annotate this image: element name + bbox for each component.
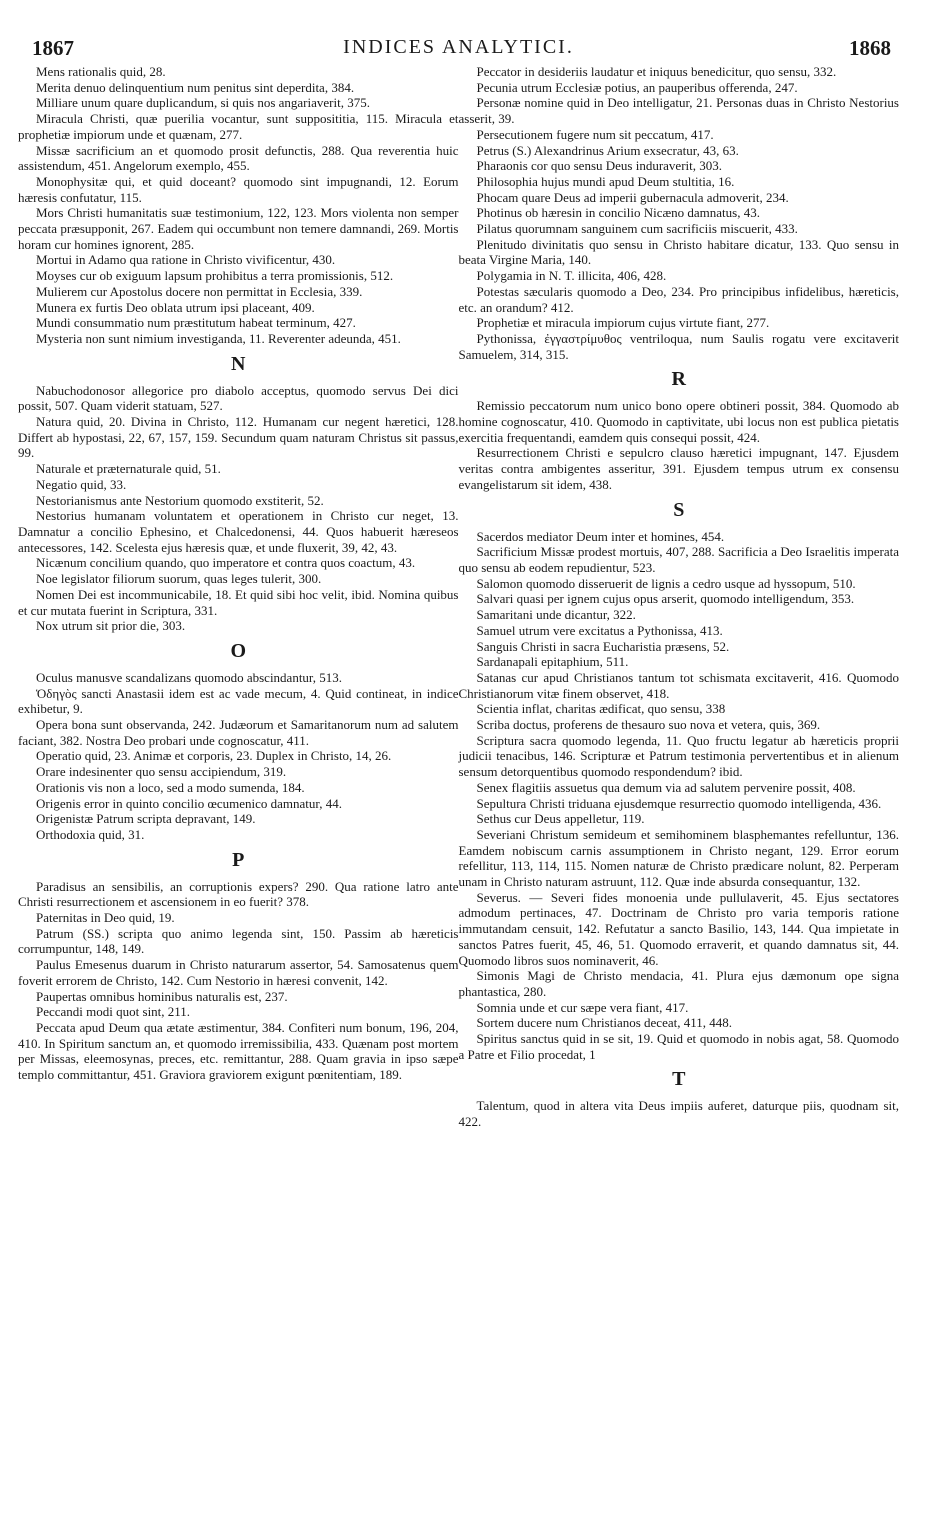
index-entry: Sacrificium Missæ prodest mortuis, 407, 288. Sacrificia a Deo Israelitis imperata quo sensu ab eodem repudientur, 523.	[458, 544, 899, 575]
section-t-entries	[459, 1098, 900, 1129]
right-column	[459, 64, 900, 1130]
index-entry: Munera ex furtis Deo oblata utrum ipsi placeant, 409.	[36, 299, 315, 315]
index-entry: Satanas cur apud Christianos tantum tot schismata excitaverit, 416. Quomodo Christianorum vitæ finem observet, 418.	[458, 669, 899, 701]
index-entry: Personæ nomine quid in Deo intelligatur, 21. Personas duas in Christo Nestorius asserit, 39.	[458, 95, 899, 127]
index-entry: Merita denuo delinquentium num penitus sint deperdita, 384.	[36, 79, 355, 95]
index-entry: Salomon quomodo disseruerit de lignis a cedro usque ad hyssopum, 510.	[476, 575, 856, 591]
index-entry: Negatio quid, 33.	[36, 476, 127, 492]
index-entry: Opera bona sunt observanda, 242. Judæorum et Samaritanorum num ad salutem faciant, 382. Nostra Deo probari unde cognoscatur, 411.	[18, 717, 459, 748]
index-entry: Scriba doctus, proferens de thesauro suo nova et vetera, quis, 369.	[476, 717, 821, 733]
index-entry: Pecunia utrum Ecclesiæ potius, an pauperibus offerenda, 247.	[476, 79, 798, 95]
index-entry: Mortui in Adamo qua ratione in Christo vivificentur, 430.	[36, 252, 336, 268]
index-entry: Nabuchodonosor allegorice pro diabolo acceptus, quomodo servus Dei dici possit, 507. Quam viderit statuam, 527.	[18, 382, 459, 414]
index-entry: Oculus manusve scandalizans quomodo abscindantur, 513.	[36, 669, 342, 685]
section-letter-t: T	[672, 1068, 686, 1091]
section-letter-o: O	[230, 639, 247, 662]
section-m-entries	[18, 64, 459, 347]
index-entry: Operatio quid, 23. Animæ et corporis, 23. Duplex in Christo, 14, 26.	[36, 748, 392, 764]
index-entry: Orare indesinenter quo sensu accipiendum, 319.	[36, 764, 287, 780]
index-entry: Nestorianismus ante Nestorium quomodo exstiterit, 52.	[36, 492, 324, 508]
index-entry: Mens rationalis quid, 28.	[36, 64, 166, 79]
section-r-entries	[459, 398, 900, 492]
index-entry: Spiritus sanctus quid in se sit, 19. Quid et quomodo in nobis agat, 58. Quomodo a Patre et Filio procedat, 1	[458, 1031, 899, 1062]
index-entry: Photinus ob hæresin in concilio Nicæno damnatus, 43.	[476, 205, 760, 221]
index-entry: Nomen Dei est incommunicabile, 18. Et quid sibi hoc velit, ibid. Nomina quibus et cur mutata fuerint in Scriptura, 331.	[18, 586, 459, 618]
index-entry: Orationis vis non a loco, sed a modo sumenda, 184.	[36, 779, 305, 795]
index-entry: Mundi consummatio num præstitutum habeat terminum, 427.	[36, 315, 356, 331]
section-s-entries	[459, 529, 900, 1063]
index-entry: Talentum, quod in altera vita Deus impiis auferet, daturque piis, quodnam sit, 422.	[458, 1098, 899, 1130]
index-entry: Orthodoxia quid, 31.	[36, 826, 145, 842]
index-entry: Mulierem cur Apostolus docere non permittat in Ecclesia, 339.	[36, 283, 363, 299]
page-number-right: 1868	[849, 36, 891, 60]
index-entry: Severus. — Severi fides monoenia unde pullulaverit, 45. Ejus sectatores admodum pertinaces, 47. Doctrinam de Christo pro varia temporis ratione immutandam censuit, 142. Refutatur a sancto Basilio, 143, 144. Qua impietate in sanctos Patres fuerit, 45, 46, 51. Quomodo erraverit, et quando damnatus sit, 44. Quomodo libros suos nominaverit, 46.	[458, 889, 899, 968]
index-entry: Paulus Emesenus duarum in Christo naturarum assertor, 54. Samosatenus quem foverit errorem de Christo, 142. Cum Nestorio in hæresi convenit, 142.	[18, 957, 459, 988]
section-letter-r: R	[671, 368, 686, 391]
index-entry: Prophetiæ et miracula impiorum cujus virtute fiant, 277.	[476, 315, 770, 331]
section-p-entries-left	[18, 879, 459, 1083]
section-letter-s: S	[673, 498, 685, 521]
index-entry: Sacerdos mediator Deum inter et homines, 454.	[476, 528, 725, 544]
index-entry: Persecutionem fugere num sit peccatum, 417.	[476, 126, 714, 142]
index-entry: Somnia unde et cur sæpe vera fiant, 417.	[476, 999, 689, 1015]
index-entry: Peccata apud Deum qua ætate æstimentur, 384. Confiteri num bonum, 196, 204, 410. In Spiritum sanctum an, et quomodo irremissibilia, 433. Quænam post mortem per Missas, eleemosynas, preces, etc. remittantur, 288. Quam gravia in ipso sæpe templo committantur, 451. Graviora graviorem exigunt pœnitentiam, 189.	[18, 1019, 459, 1083]
index-entry: Mysteria non sunt nimium investiganda, 11. Reverenter adeunda, 451.	[36, 330, 401, 346]
index-entry: Severiani Christum semideum et semihominem blasphemantes refelluntur, 136. Eamdem nobiscum carnis assumptionem in Christo negant, 129. Error eorum refellitur, 113, 114, 115. Nomen naturæ de Christo prædicare nolunt, 82. Perperam unam in Christo naturam astruunt, 112. Quæ inde absurda consequantur, 132.	[458, 826, 899, 890]
index-entry: Samuel utrum vere excitatus a Pythonissa, 413.	[476, 622, 723, 638]
section-letter-p: P	[232, 848, 245, 871]
index-entry: Scriptura sacra quomodo legenda, 11. Quo fructu legatur ab hæreticis proprii judicii tenacibus, 146. Scripturæ et Patrum testimonia pervertentibus et in alienum sensum detorquentibus quomodo respondendum? ibid.	[458, 732, 899, 780]
index-entry: Ὁδηγὸς sancti Anastasii idem est ac vade mecum, 4. Quid contineat, in indice exhibetur, 9.	[18, 685, 459, 717]
page-header	[18, 32, 899, 64]
index-entry: Nox utrum sit prior die, 303.	[36, 618, 186, 634]
section-letter-n: N	[231, 352, 246, 375]
section-n-entries	[18, 383, 459, 634]
index-entry: Simonis Magi de Christo mendacia, 41. Plura ejus dæmonum ope signa phantastica, 280.	[458, 968, 899, 999]
index-entry: Moyses cur ob exiguum lapsum prohibitus a terra promissionis, 512.	[36, 268, 394, 284]
index-entry: Miracula Christi, quæ puerilia vocantur, sunt supposititia, 115. Miracula et prophetiæ impiorum unde et quænam, 277.	[18, 111, 459, 142]
index-entry: Naturale et præternaturale quid, 51.	[36, 461, 221, 477]
page-number-left: 1867	[32, 36, 74, 60]
index-entry: Mors Christi humanitatis suæ testimonium, 122, 123. Mors violenta non semper peccata præsupponit, 267. Eadem qui occumbunt non temere damnandi, 269. Mortis horam cur homines ignorent, 285.	[18, 205, 459, 252]
index-entry: Pythonissa, ἐγγαστρίμυθος ventriloqua, num Saulis rogatu vere excitaverit Samuelem, 314, 315.	[458, 330, 899, 362]
index-entry: Sepultura Christi triduana ejusdemque resurrectio quomodo intelligenda, 436.	[476, 795, 882, 811]
index-entry: Pharaonis cor quo sensu Deus induraverit, 303.	[476, 158, 723, 174]
index-entry: Scientia inflat, charitas ædificat, quo sensu, 338	[476, 701, 726, 717]
index-entry: Petrus (S.) Alexandrinus Arium exsecratur, 43, 63.	[476, 142, 739, 158]
index-entry: Polygamia in N. T. illicita, 406, 428.	[476, 268, 667, 284]
index-entry: Sethus cur Deus appelletur, 119.	[476, 811, 645, 827]
index-entry: Origenis error in quinto concilio œcumenico damnatur, 44.	[36, 795, 342, 811]
index-entry: Remissio peccatorum num unico bono opere obtineri possit, 384. Quomodo ab homine cognoscatur, 410. Quomodo in captivitate, ubi locus non est publica pietatis exercitia frequentandi, eamdem quis consequi possit, 424.	[458, 398, 899, 445]
index-entry: Noe legislator filiorum suorum, quas leges tulerit, 300.	[36, 571, 322, 587]
index-entry: Patrum (SS.) scripta quo animo legenda sint, 150. Passim ab hæreticis corrumpuntur, 148, 149.	[18, 925, 459, 957]
index-entry: Phocam quare Deus ad imperii gubernacula admoverit, 234.	[476, 189, 789, 205]
index-entry: Samaritani unde dicantur, 322.	[476, 607, 636, 623]
index-entry: Salvari quasi per ignem cujus opus arserit, quomodo intelligendum, 353.	[476, 591, 855, 607]
index-entry: Nicænum concilium quando, quo imperatore et contra quos coactum, 43.	[36, 555, 416, 571]
section-o-entries	[18, 670, 459, 843]
index-entry: Plenitudo divinitatis quo sensu in Christo habitare dicatur, 133. Quo sensu in beata Virgine Maria, 140.	[458, 236, 899, 268]
index-entry: Pilatus quorumnam sanguinem cum sacrificiis miscuerit, 433.	[476, 221, 798, 237]
index-entry: Sardanapali epitaphium, 511.	[476, 654, 629, 670]
index-entry: Potestas sæcularis quomodo a Deo, 234. Pro principibus infidelibus, hæreticis, etc. an orandum? 412.	[458, 283, 899, 315]
index-entry: Monophysitæ qui, et quid doceant? quomodo sint impugnandi, 12. Eorum hæresis confutatur, 115.	[18, 173, 459, 205]
index-entry: Missæ sacrificium an et quomodo prosit defunctis, 288. Qua reverentia huic assistendum, 451. Angelorum exemplo, 455.	[18, 142, 459, 174]
index-entry: Sanguis Christi in sacra Eucharistia præsens, 52.	[476, 638, 730, 654]
index-entry: Peccandi modi quot sint, 211.	[36, 1004, 191, 1020]
running-title: INDICES ANALYTICI.	[343, 36, 574, 58]
index-columns	[18, 64, 899, 1130]
index-entry: Peccator in desideriis laudatur et iniquus benedicitur, quo sensu, 332.	[476, 64, 837, 79]
index-entry: Natura quid, 20. Divina in Christo, 112. Humanam cur negent hæretici, 128. Differt ab hypostasi, 22, 67, 157, 159. Secundum quam naturam Christus sit passus, 99.	[18, 414, 459, 461]
index-entry: Philosophia hujus mundi apud Deum stultitia, 16.	[476, 173, 735, 189]
index-entry: Milliare unum quare duplicandum, si quis nos angariaverit, 375.	[36, 95, 370, 111]
index-entry: Origenistæ Patrum scripta depravant, 149.	[36, 811, 256, 827]
index-entry: Nestorius humanam voluntatem et operationem in Christo cur neget, 13. Damnatur a concilio Ephesino, et Chalcedonensi, 44. Quos habuerit hæreseos antecessores, 142. Scelesta ejus hæresis quæ, et unde fluxerit, 39, 42, 43.	[18, 508, 459, 555]
section-p-entries-right	[459, 64, 900, 362]
index-entry: Paternitas in Deo quid, 19.	[36, 910, 175, 926]
index-entry: Senex flagitiis assuetus qua demum via ad salutem pervenire possit, 408.	[476, 779, 856, 795]
index-entry: Sortem ducere num Christianos deceat, 411, 448.	[476, 1015, 732, 1031]
index-entry: Resurrectionem Christi e sepulcro clauso hæretici impugnant, 147. Ejusdem veritas contra ambigentes asseritur, 391. Ejusdem tempus utrum ex consensu evangelistarum sit idem, 438.	[458, 445, 899, 492]
index-entry: Paupertas omnibus hominibus naturalis est, 237.	[36, 988, 288, 1004]
index-entry: Paradisus an sensibilis, an corruptionis expers? 290. Qua ratione latro ante Christi resurrectionem et ascensionem in eo fuerit? 378.	[18, 878, 459, 910]
left-column	[18, 64, 459, 1130]
